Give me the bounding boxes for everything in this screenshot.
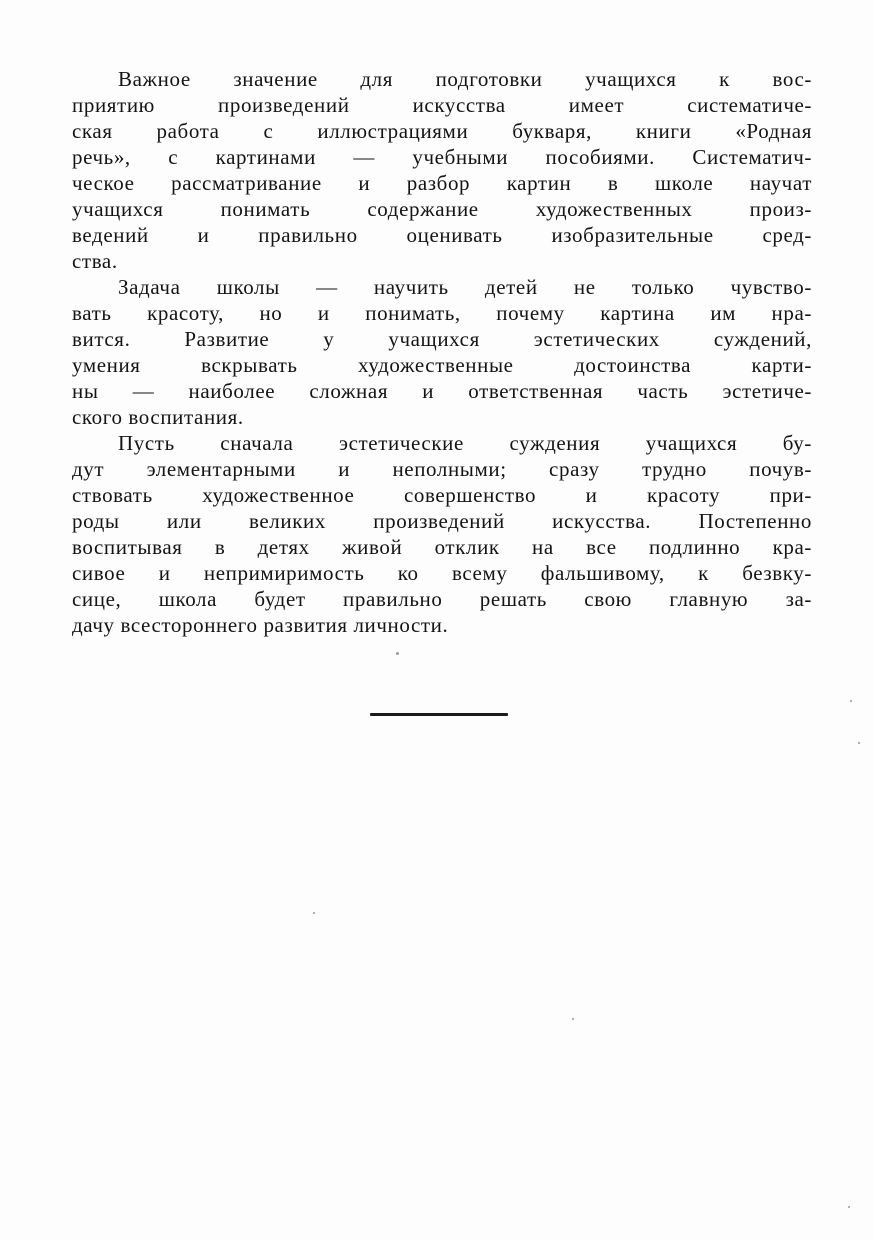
paragraph-2 — [72, 274, 812, 430]
text-line: умения вскрывать художественные достоинства карти- — [72, 353, 812, 377]
text-line: сице, школа будет правильно решать свою главную за- — [72, 587, 812, 611]
text-line: ского воспитания. — [72, 405, 244, 429]
text-line: воспитывая в детях живой отклик на все подлинно кра- — [72, 535, 812, 559]
text-line: ствовать художественное совершенство и красоту при- — [72, 483, 812, 507]
paragraph-3 — [72, 430, 812, 638]
text-line: дут элементарными и неполными; сразу трудно почув- — [72, 457, 812, 481]
section-divider — [370, 713, 508, 716]
text-line: вится. Развитие у учащихся эстетических суждений, — [72, 327, 812, 351]
text-line: вать красоту, но и понимать, почему картина им нра- — [72, 301, 812, 325]
text-line: роды или великих произведений искусства. Постепенно — [72, 509, 812, 533]
text-line: Пусть сначала эстетические суждения учащихся бу- — [118, 431, 812, 455]
text-line: ны — наиболее сложная и ответственная часть эстетиче- — [72, 379, 812, 403]
scan-speck — [396, 652, 399, 655]
paragraph-1 — [72, 66, 812, 274]
text-line: сивое и непримиримость ко всему фальшивому, к безвку- — [72, 561, 812, 585]
text-line: ведений и правильно оценивать изобразительные сред- — [72, 223, 812, 247]
body-text — [72, 66, 812, 638]
scan-speck — [848, 1206, 850, 1208]
text-line: Задача школы — научить детей не только чувство- — [118, 275, 812, 299]
scan-speck — [850, 700, 852, 702]
scan-speck — [858, 742, 860, 744]
text-line: Важное значение для подготовки учащихся к вос- — [118, 67, 812, 91]
text-line: приятию произведений искусства имеет систематиче- — [72, 93, 812, 117]
text-line: речь», с картинами — учебными пособиями. Систематич- — [72, 145, 812, 169]
text-line: учащихся понимать содержание художественных произ- — [72, 197, 812, 221]
text-line: ская работа с иллюстрациями букваря, книги «Родная — [72, 119, 812, 143]
scan-speck — [572, 1018, 574, 1020]
text-line: ства. — [72, 249, 118, 273]
text-line: дачу всестороннего развития личности. — [72, 613, 449, 637]
scan-speck — [313, 912, 315, 914]
text-line: ческое рассматривание и разбор картин в школе научат — [72, 171, 812, 195]
